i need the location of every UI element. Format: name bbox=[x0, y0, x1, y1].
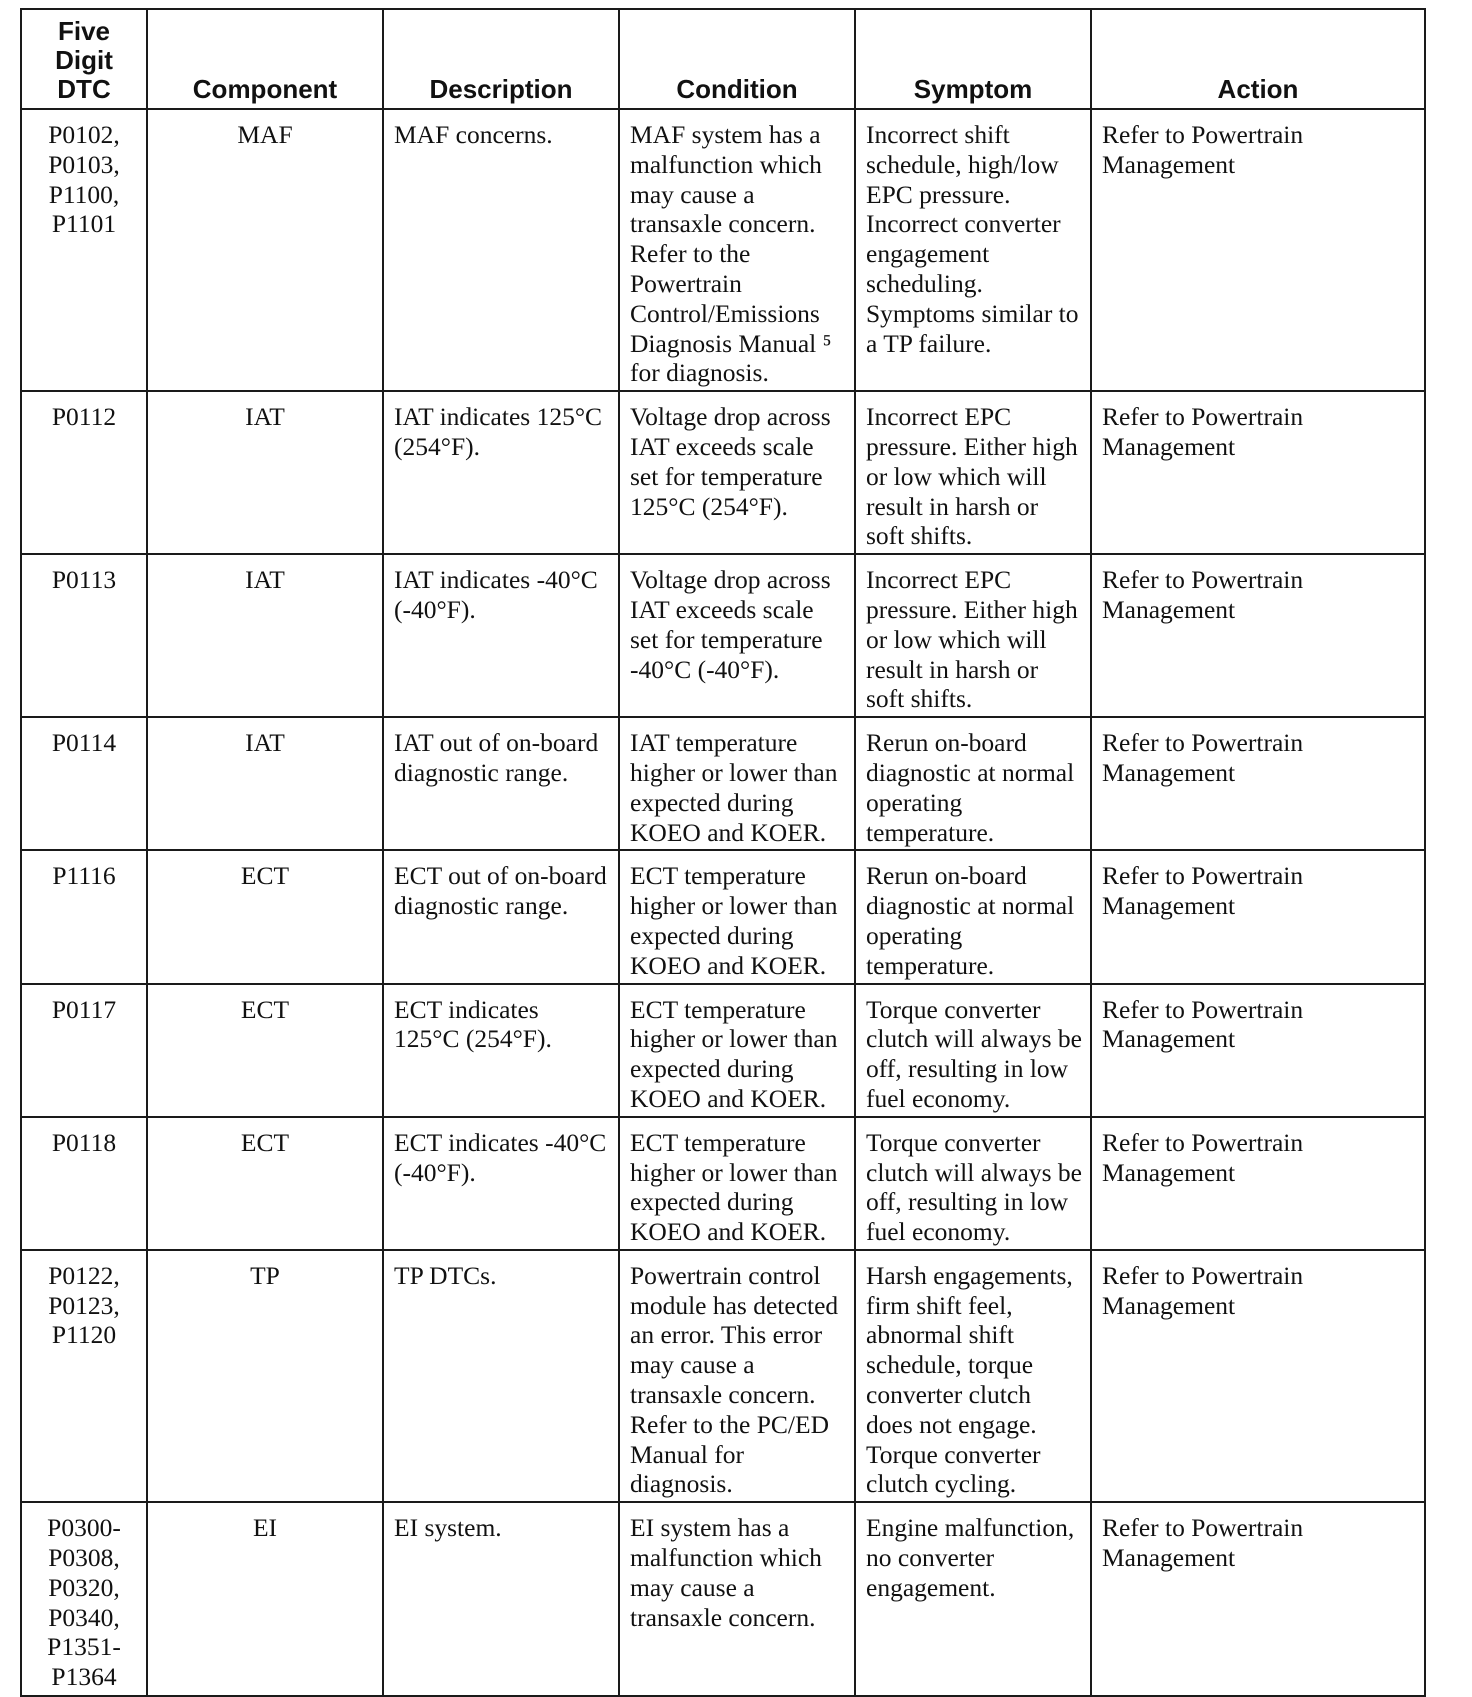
component-cell: EI bbox=[147, 1502, 383, 1696]
dtc-cell bbox=[21, 850, 147, 983]
description-cell: TP DTCs. bbox=[383, 1250, 619, 1502]
dtc-cell bbox=[21, 984, 147, 1117]
component-cell: MAF bbox=[147, 109, 383, 391]
description-cell: EI system. bbox=[383, 1502, 619, 1696]
header-dtc-line: Five bbox=[57, 16, 111, 46]
dtc-code-line: P0340, bbox=[48, 1602, 120, 1632]
table-row bbox=[21, 1117, 1425, 1250]
symptom-cell: Engine malfunction, no converter engagement. bbox=[855, 1502, 1091, 1696]
condition-cell: Voltage drop across IAT exceeds scale set for temperature 125°C (254°F). bbox=[619, 391, 855, 554]
action-cell: Refer to Powertrain Management bbox=[1091, 391, 1425, 554]
condition-cell: IAT temperature higher or lower than expected during KOEO and KOER. bbox=[619, 717, 855, 850]
dtc-cell bbox=[21, 1250, 147, 1502]
component-cell: IAT bbox=[147, 554, 383, 717]
condition-cell: Voltage drop across IAT exceeds scale set for temperature -40°C (-40°F). bbox=[619, 554, 855, 717]
dtc-code-line: P1101 bbox=[51, 209, 117, 239]
table-row bbox=[21, 984, 1425, 1117]
description-cell: ECT indicates -40°C (-40°F). bbox=[383, 1117, 619, 1250]
table-row bbox=[21, 109, 1425, 391]
dtc-cell bbox=[21, 1117, 147, 1250]
dtc-code-line: P1364 bbox=[51, 1662, 117, 1692]
component-cell: IAT bbox=[147, 717, 383, 850]
dtc-code-line: P1351- bbox=[47, 1632, 121, 1662]
dtc-cell bbox=[21, 109, 147, 391]
dtc-cell bbox=[21, 391, 147, 554]
action-cell: Refer to Powertrain Management bbox=[1091, 554, 1425, 717]
table-row bbox=[21, 1250, 1425, 1502]
dtc-code-line: P1100, bbox=[48, 179, 120, 209]
table-row bbox=[21, 391, 1425, 554]
condition-cell: ECT temperature higher or lower than expected during KOEO and KOER. bbox=[619, 850, 855, 983]
symptom-cell: Harsh engagements, firm shift feel, abnormal shift schedule, torque converter clutch does not engage. Torque converter clutch cycling. bbox=[855, 1250, 1091, 1502]
component-cell: ECT bbox=[147, 850, 383, 983]
action-cell: Refer to Powertrain Management bbox=[1091, 1117, 1425, 1250]
symptom-cell: Torque converter clutch will always be off, resulting in low fuel economy. bbox=[855, 984, 1091, 1117]
description-cell: ECT out of on-board diagnostic range. bbox=[383, 850, 619, 983]
header-component: Component bbox=[147, 9, 383, 109]
header-condition: Condition bbox=[619, 9, 855, 109]
description-cell: IAT indicates -40°C (-40°F). bbox=[383, 554, 619, 717]
dtc-code-line: P0102, bbox=[48, 120, 120, 149]
action-cell: Refer to Powertrain Management bbox=[1091, 1250, 1425, 1502]
description-cell: ECT indicates 125°C (254°F). bbox=[383, 984, 619, 1117]
dtc-cell bbox=[21, 1502, 147, 1696]
component-cell: ECT bbox=[147, 1117, 383, 1250]
action-cell: Refer to Powertrain Management bbox=[1091, 109, 1425, 391]
component-cell: IAT bbox=[147, 391, 383, 554]
component-cell: TP bbox=[147, 1250, 383, 1502]
condition-cell: Powertrain control module has detected an error. This error may cause a transaxle concern. Refer to the PC/ED Manual for diagnosis. bbox=[619, 1250, 855, 1502]
dtc-code-line: P0308, bbox=[48, 1543, 120, 1573]
symptom-cell: Rerun on-board diagnostic at normal operating temperature. bbox=[855, 717, 1091, 850]
dtc-cell bbox=[21, 717, 147, 850]
header-symptom: Symptom bbox=[855, 9, 1091, 109]
symptom-cell: Incorrect shift schedule, high/low EPC pressure. Incorrect converter engagement scheduling. Symptoms similar to a TP failure. bbox=[855, 109, 1091, 391]
dtc-code-line: P1116 bbox=[52, 861, 116, 891]
symptom-cell: Incorrect EPC pressure. Either high or low which will result in harsh or soft shifts. bbox=[855, 391, 1091, 554]
dtc-code-line: P0117 bbox=[51, 994, 117, 1024]
dtc-code-line: P0113 bbox=[51, 565, 117, 595]
dtc-code-line: P0320, bbox=[48, 1572, 120, 1602]
dtc-code-line: P0114 bbox=[51, 728, 117, 758]
symptom-cell: Torque converter clutch will always be off, resulting in low fuel economy. bbox=[855, 1117, 1091, 1250]
condition-cell: ECT temperature higher or lower than expected during KOEO and KOER. bbox=[619, 984, 855, 1117]
condition-cell: EI system has a malfunction which may cause a transaxle concern. bbox=[619, 1502, 855, 1696]
dtc-code-line: P0122, bbox=[48, 1260, 120, 1290]
condition-cell: MAF system has a malfunction which may cause a transaxle concern. Refer to the Powertrain Control/Emissions Diagnosis Manual ⁵ for diagnosis. bbox=[619, 109, 855, 391]
action-cell: Refer to Powertrain Management bbox=[1091, 717, 1425, 850]
document-page bbox=[20, 8, 1424, 1697]
header-description: Description bbox=[383, 9, 619, 109]
table-row bbox=[21, 850, 1425, 983]
dtc-code-line: P0123, bbox=[48, 1290, 120, 1320]
component-cell: ECT bbox=[147, 984, 383, 1117]
dtc-code-line: P0300- bbox=[47, 1513, 121, 1543]
header-dtc-line: DTC bbox=[57, 74, 111, 104]
description-cell: IAT out of on-board diagnostic range. bbox=[383, 717, 619, 850]
dtc-table bbox=[20, 8, 1426, 1697]
dtc-code-line: P1120 bbox=[51, 1320, 117, 1350]
table-row bbox=[21, 1502, 1425, 1696]
symptom-cell: Rerun on-board diagnostic at normal operating temperature. bbox=[855, 850, 1091, 983]
dtc-code-line: P0112 bbox=[51, 402, 117, 432]
action-cell: Refer to Powertrain Management bbox=[1091, 1502, 1425, 1696]
header-dtc-line: Digit bbox=[55, 45, 113, 75]
action-cell: Refer to Powertrain Management bbox=[1091, 850, 1425, 983]
table-row bbox=[21, 554, 1425, 717]
action-cell: Refer to Powertrain Management bbox=[1091, 984, 1425, 1117]
table-row bbox=[21, 717, 1425, 850]
header-dtc bbox=[21, 9, 147, 109]
header-action: Action bbox=[1091, 9, 1425, 109]
dtc-code-line: P0118 bbox=[51, 1127, 117, 1157]
description-cell: IAT indicates 125°C (254°F). bbox=[383, 391, 619, 554]
header-row bbox=[21, 9, 1425, 109]
description-cell: MAF concerns. bbox=[383, 109, 619, 391]
condition-cell: ECT temperature higher or lower than expected during KOEO and KOER. bbox=[619, 1117, 855, 1250]
symptom-cell: Incorrect EPC pressure. Either high or low which will result in harsh or soft shifts. bbox=[855, 554, 1091, 717]
dtc-code-line: P0103, bbox=[48, 149, 120, 179]
dtc-cell bbox=[21, 554, 147, 717]
